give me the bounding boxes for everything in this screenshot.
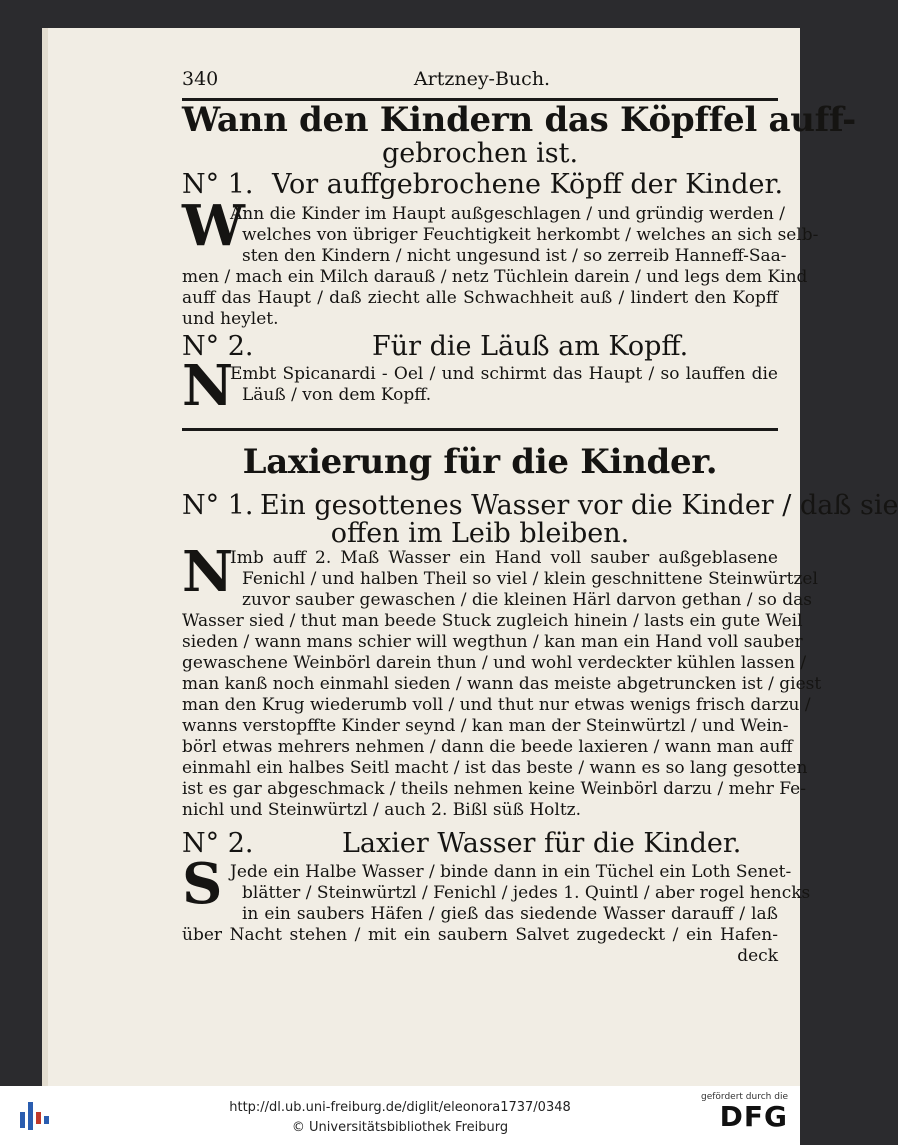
page-edge — [42, 28, 48, 1086]
body-line: Fenichl / und halben Theil so viel / klein geschnittene Steinwürtzel — [242, 569, 818, 589]
body-line: börl etwas mehrers nehmen / dann die beede laxieren / wann man auff — [182, 737, 793, 757]
body-line: men / mach ein Milch darauß / netz Tüchlein darein / und legs dem Kind — [182, 267, 808, 287]
body-line: in ein saubers Häfen / gieß das siedende Wasser darauff / laß — [242, 904, 778, 924]
recipe-title: Ein gesottenes Wasser vor die Kinder / daß sie — [260, 490, 898, 521]
recipe-title: Laxier Wasser für die Kinder. — [342, 828, 742, 859]
section-title-line2: gebrochen ist. — [381, 138, 579, 169]
body-line: wanns verstopffte Kinder seynd / kan man der Steinwürtzl / und Wein- — [182, 716, 789, 736]
body-line: Imb auff 2. Maß Wasser ein Hand voll sauber außgeblasene — [230, 548, 778, 568]
catchword: deck — [737, 946, 778, 966]
body-line: einmahl ein halbes Seitl macht / ist das beste / wann es so lang gesotten — [182, 758, 808, 778]
running-title: Artzney-Buch. — [413, 68, 551, 90]
funder-logo — [696, 1092, 788, 1140]
body-line: man den Krug wiederumb voll / und thut nur etwas wenigs frisch darzu / — [182, 695, 811, 715]
viewer-footer — [0, 1086, 800, 1145]
body-line: Jede ein Halbe Wasser / binde dann in ein Tüchel ein Loth Senet- — [230, 862, 792, 882]
body-line: sieden / wann mans schier will wegthun / kan man ein Hand voll sauber — [182, 632, 803, 652]
dfg-logo-text: DFG — [719, 1100, 788, 1133]
body-line: zuvor sauber gewaschen / die kleinen Härl darvon gethan / so das — [242, 590, 813, 610]
funder-caption: gefördert durch die — [701, 1092, 788, 1102]
body-line: ist es gar abgeschmack / theils nehmen keine Weinbörl darzu / mehr Fe- — [182, 779, 806, 799]
body-line: Läuß / von dem Kopff. — [242, 385, 432, 405]
body-line: und heylet. — [182, 309, 279, 329]
recipe-title: Für die Läuß am Kopff. — [372, 331, 689, 362]
recipe-title-cont: offen im Leib bleiben. — [330, 518, 630, 549]
body-line: sten den Kindern / nicht ungesund ist / so zerreib Hanneff-Saa- — [242, 246, 787, 266]
decorated-initial: N — [182, 539, 234, 605]
permalink-link[interactable]: http://dl.ub.uni-freiburg.de/diglit/eleonora1737/0348 — [229, 1100, 571, 1115]
body-line: gewaschene Weinbörl darein thun / und wohl verdeckter kühlen lassen / — [182, 653, 807, 673]
body-line: blätter / Steinwürtzl / Fenichl / jedes 1. Quintl / aber rogel hencks — [242, 883, 811, 903]
body-line: nichl und Steinwürtzl / auch 2. Bißl süß Holtz. — [182, 800, 582, 820]
recipe-title: Vor auffgebrochene Köpff der Kinder. — [272, 169, 784, 200]
body-line: Embt Spicanardi - Oel / und schirmt das Haupt / so lauffen die — [230, 364, 778, 384]
book-page — [42, 28, 898, 1086]
recipe-number: N° 1. — [182, 169, 254, 200]
section-title-line1: Wann den Kindern das Köpffel auff- — [182, 100, 856, 140]
decorated-initial: S — [182, 851, 223, 917]
body-line: welches von übriger Feuchtigkeit herkombt / welches an sich selb- — [242, 225, 819, 245]
decorated-initial: W — [182, 193, 245, 259]
body-line: man kanß noch einmahl sieden / wann das meiste abgetruncken ist / giest — [182, 674, 822, 694]
recipe-number: N° 2. — [182, 828, 254, 859]
body-line: Ann die Kinder im Haupt außgeschlagen / und gründig werden / — [230, 204, 785, 224]
body-line: auff das Haupt / daß ziecht alle Schwachheit auß / lindert den Kopff — [182, 288, 778, 308]
section-divider — [182, 428, 778, 431]
recipe-number: N° 1. — [182, 490, 254, 521]
copyright-text: © Universitätsbibliothek Freiburg — [291, 1120, 509, 1135]
body-line: über Nacht stehen / mit ein saubern Salvet zugedeckt / ein Hafen- — [182, 925, 778, 945]
section-title: Laxierung für die Kinder. — [242, 442, 718, 482]
decorated-initial: N — [182, 353, 234, 419]
page-number: 340 — [182, 68, 219, 90]
body-line: Wasser sied / thut man beede Stuck zugleich hinein / lasts ein gute Weil — [182, 611, 803, 631]
recipe-number: N° 2. — [182, 331, 254, 362]
